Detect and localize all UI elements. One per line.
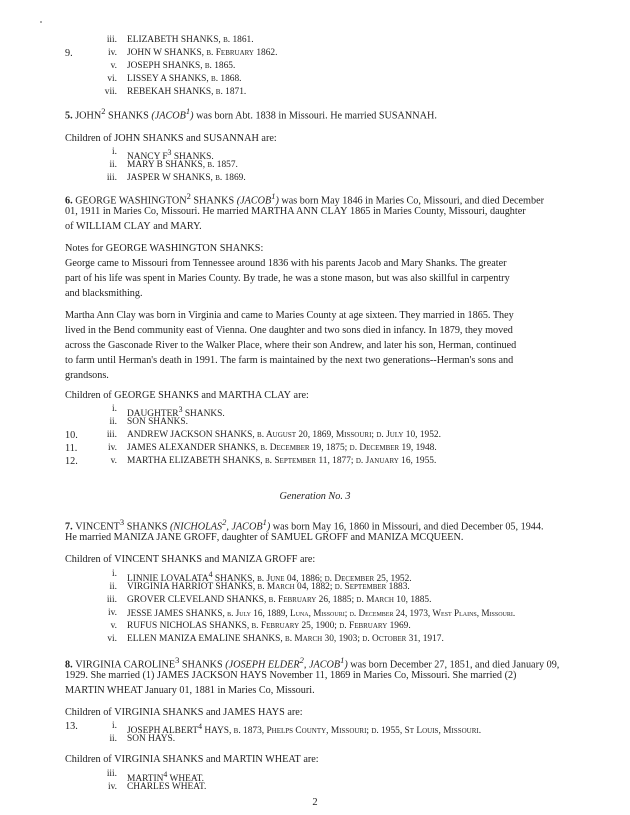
list-item: CHARLES WHEAT. — [127, 782, 207, 792]
list-number: 11. — [65, 443, 78, 454]
roman-numeral: iii. — [106, 595, 117, 605]
scan-speck — [40, 21, 42, 23]
roman-numeral: v. — [110, 61, 117, 71]
list-item: ELLEN MANIZA EMALINE SHANKS, b. March 30, 1903; d. October 31, 1917. — [127, 634, 444, 644]
list-item: NANCY $F^3$ SHANKS. — [127, 148, 214, 163]
roman-numeral: i. — [112, 721, 117, 731]
list-number: 10. — [65, 430, 78, 441]
person-5-paragraph: 5. JOHN$^2$ SHANKS (JACOB$^1$) was born Abt. 1838 in Missouri. He married SUSANNAH. — [65, 106, 437, 122]
list-item: VIRGINIA HARRIOT SHANKS, b. March 04, 1882; d. September 1883. — [127, 582, 410, 592]
list-item: SON SHANKS. — [127, 417, 188, 427]
children-heading: Children of VIRGINIA SHANKS and MARTIN WHEAT are: — [65, 754, 319, 765]
person-7-line-1: 7. VINCENT$^3$ SHANKS (NICHOLAS$^2$, JACOB$^1$) was born May 16, 1860 in Missouri, and died December 05, 1944. — [65, 517, 544, 533]
list-item: SON HAYS. — [127, 734, 176, 744]
list-item: JAMES ALEXANDER SHANKS, b. December 19, 1875; d. December 19, 1948. — [127, 443, 437, 453]
list-item: MARTHA ELIZABETH SHANKS, b. September 11, 1877; d. January 16, 1955. — [127, 456, 437, 466]
roman-numeral: iii. — [106, 769, 117, 779]
list-number: 9. — [65, 48, 73, 59]
generation-heading: Generation No. 3 — [279, 491, 351, 502]
roman-numeral: iii. — [106, 430, 117, 440]
roman-numeral: ii. — [109, 417, 117, 427]
notes-line: Martha Ann Clay was born in Virginia and came to Maries County at age sixteen. They married in 1865. They — [65, 310, 514, 321]
roman-numeral: ii. — [109, 582, 117, 592]
children-heading: Children of JOHN SHANKS and SUSANNAH are: — [65, 133, 277, 144]
children-heading: Children of VIRGINIA SHANKS and JAMES HAYS are: — [65, 707, 303, 718]
person-6-line-2: 01, 1911 in Maries Co, Missouri. He married MARTHA ANN CLAY 1865 in Maries County, Missouri, daughter — [65, 206, 526, 217]
roman-numeral: vi. — [107, 634, 117, 644]
page-number: 2 — [312, 797, 318, 808]
list-item: MARTIN$^4$ WHEAT. — [127, 770, 204, 785]
roman-numeral: iv. — [107, 443, 117, 453]
list-number: 12. — [65, 456, 78, 467]
roman-numeral: iv. — [107, 608, 117, 618]
children-heading: Children of VINCENT SHANKS and MANIZA GROFF are: — [65, 554, 316, 565]
person-8-line-3: MARTIN WHEAT January 01, 1881 in Maries Co, Missouri. — [65, 685, 315, 696]
list-number: 13. — [65, 721, 78, 732]
list-item: ANDREW JACKSON SHANKS, b. August 20, 1869, Missouri; d. July 10, 1952. — [127, 430, 441, 440]
roman-numeral: v. — [110, 621, 117, 631]
list-item: LISSEY A SHANKS, b. 1868. — [127, 74, 242, 84]
list-item: JASPER W SHANKS, b. 1869. — [127, 173, 246, 183]
list-item: JOSEPH ALBERT$^4$ HAYS, b. 1873, Phelps County, Missouri; d. 1955, St Louis, Missouri. — [127, 722, 482, 737]
roman-numeral: i. — [112, 569, 117, 579]
person-8-line-1: 8. VIRGINIA CAROLINE$^3$ SHANKS (JOSEPH ELDER$^2$, JACOB$^1$) was born December 27, 1851, and died January 09, — [65, 655, 560, 671]
notes-heading: Notes for GEORGE WASHINGTON SHANKS: — [65, 243, 264, 254]
notes-line: grandsons. — [65, 370, 109, 381]
roman-numeral: vii. — [104, 87, 117, 97]
list-item: LINNIE LOVALATA$^4$ SHANKS, b. June 04, 1886; d. December 25, 1952. — [127, 570, 412, 585]
list-item: GROVER CLEVELAND SHANKS, b. February 26, 1885; d. March 10, 1885. — [127, 595, 432, 605]
list-item: REBEKAH SHANKS, b. 1871. — [127, 87, 247, 97]
roman-numeral: v. — [110, 456, 117, 466]
children-heading: Children of GEORGE SHANKS and MARTHA CLAY are: — [65, 390, 309, 401]
notes-line: lived in the Bend community east of Vienna. One daughter and two sons died in infancy. In 1879, they moved — [65, 325, 513, 336]
list-item: DAUGHTER$^3$ SHANKS. — [127, 405, 225, 420]
person-6-line-1: 6. GEORGE WASHINGTON$^2$ SHANKS (JACOB$^1$) was born May 1846 in Maries Co, Missouri, and died December — [65, 191, 544, 207]
notes-line: part of his life was spent in Maries County. By trade, he was a stone mason, but was also skillful in carpentry — [65, 273, 510, 284]
notes-line: to farm until Herman's death in 1991. The farm is maintained by the next two generations--Herman's sons and — [65, 355, 514, 366]
list-item: JESSE JAMES SHANKS, b. July 16, 1889, Luna, Missouri; d. December 24, 1973, West Plains, Missouri. — [127, 608, 516, 618]
roman-numeral: i. — [112, 404, 117, 414]
list-item: RUFUS NICHOLAS SHANKS, b. February 25, 1900; d. February 1969. — [127, 621, 411, 631]
roman-numeral: iii. — [106, 173, 117, 183]
person-6-line-3: of WILLIAM CLAY and MARY. — [65, 221, 202, 232]
list-item: MARY B SHANKS, b. 1857. — [127, 160, 238, 170]
roman-numeral: ii. — [109, 160, 117, 170]
notes-line: George came to Missouri from Tennessee around 1836 with his parents Jacob and Mary Shanks. The greater — [65, 258, 507, 269]
roman-numeral: vi. — [107, 74, 117, 84]
roman-numeral: i. — [112, 147, 117, 157]
list-item: JOSEPH SHANKS, b. 1865. — [127, 61, 236, 71]
roman-numeral: ii. — [109, 734, 117, 744]
notes-line: across the Gasconade River to the Walker Place, where their son Andrew, and later his son, Herman, continued — [65, 340, 517, 351]
person-7-line-2: He married MANIZA JANE GROFF, daughter of SAMUEL GROFF and MANIZA MCQUEEN. — [65, 532, 464, 543]
list-item: ELIZABETH SHANKS, b. 1861. — [127, 35, 254, 45]
list-item: JOHN W SHANKS, b. February 1862. — [127, 48, 278, 58]
roman-numeral: iv. — [107, 782, 117, 792]
notes-line: and blacksmithing. — [65, 288, 143, 299]
roman-numeral: iii. — [106, 35, 117, 45]
person-8-line-2: 1929. She married (1) JAMES JACKSON HAYS November 11, 1869 in Maries Co, Missouri. She married (2) — [65, 670, 517, 681]
roman-numeral: iv. — [107, 48, 117, 58]
